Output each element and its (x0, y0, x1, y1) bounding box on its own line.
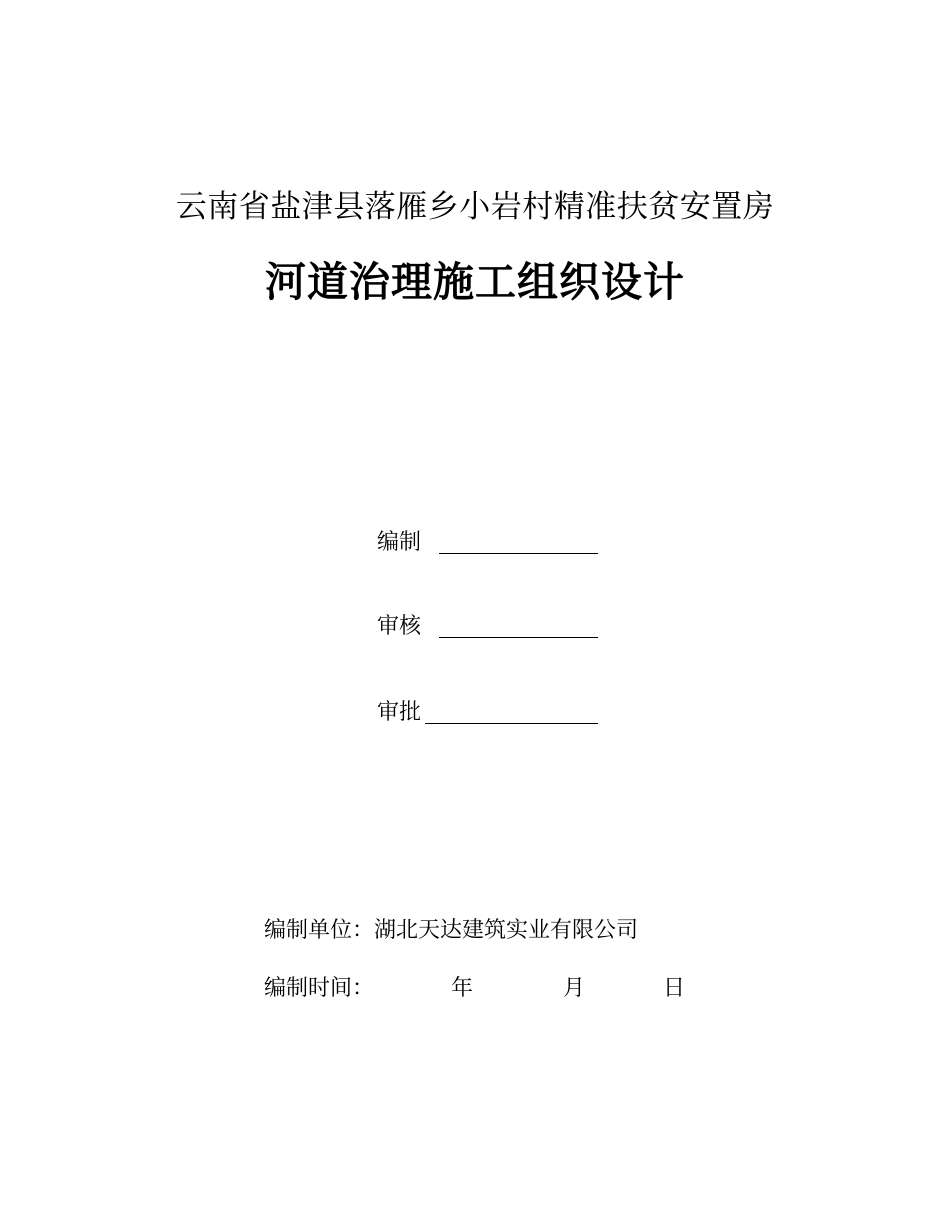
compile-signature-line (439, 553, 598, 554)
project-subtitle: 云南省盐津县落雁乡小岩村精准扶贫安置房 (175, 189, 775, 225)
compile-unit-label: 编制单位： (264, 918, 375, 943)
review-signature-row (377, 611, 421, 643)
day-label: 日 (663, 976, 686, 1001)
month-label: 月 (563, 976, 586, 1001)
compile-label: 编制 (377, 530, 422, 555)
approve-signature-line (425, 723, 598, 724)
compile-unit-value: 湖北天达建筑实业有限公司 (374, 918, 639, 943)
compile-date-label: 编制时间： (264, 976, 375, 1001)
approve-label: 审批 (377, 700, 422, 725)
approve-signature-row (377, 697, 421, 729)
compile-unit-row (264, 915, 638, 947)
review-label: 审核 (377, 614, 422, 639)
year-label: 年 (451, 976, 474, 1001)
document-title: 河道治理施工组织设计 (265, 258, 685, 306)
review-signature-line (439, 637, 598, 638)
compile-signature-row (377, 527, 421, 559)
compile-date-row (264, 973, 704, 1005)
